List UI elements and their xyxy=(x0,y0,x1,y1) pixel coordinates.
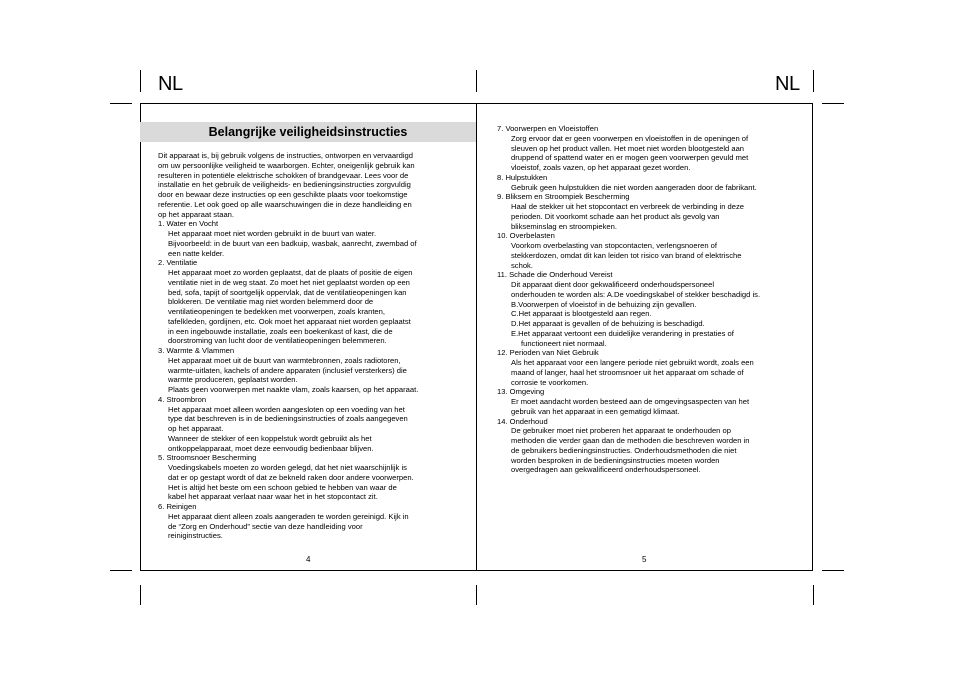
section-line: ventilatieopeningen te bedekken met voorwerpen, zoals kranten, xyxy=(168,307,385,316)
section-heading: 9. Bliksem en Stroompiek Bescherming xyxy=(497,192,630,202)
intro-line: op het apparaat staan. xyxy=(158,209,234,219)
intro-line: door en bewaar deze instructies op een geschikte plaats voor toekomstige xyxy=(158,190,408,199)
section-line: Plaats geen voorwerpen met naakte vlam, zoals kaarsen, op het apparaat. xyxy=(168,385,419,394)
right-page-text xyxy=(497,124,802,475)
intro-line: om uw persoonlijke veiligheid te waarborgen. Echter, oneigenlijk gebruik kan xyxy=(158,160,415,170)
language-code-left: NL xyxy=(158,73,183,95)
section-line: methoden die verder gaan dan de methoden die beschreven worden in xyxy=(511,436,750,445)
section-line: Bijvoorbeeld: in de buurt van een badkuip, wasbak, aanrecht, zwembad of xyxy=(168,238,417,248)
section-line: in een ingebouwde installatie, zoals een boekenkast of kast, die de xyxy=(168,326,393,336)
section-line: Voorkom overbelasting van stopcontacten, verlengsnoeren of xyxy=(511,241,718,250)
section-line: Het apparaat moet niet worden gebruikt in de buurt van water. xyxy=(168,229,377,238)
intro-line: installatie en het gebruik de veiligheids- en bedieningsinstructies zorgvuldig xyxy=(158,180,411,190)
section-heading: 2. Ventilatie xyxy=(158,258,198,268)
section-line: reiniginstructies. xyxy=(168,531,223,541)
page-divider xyxy=(476,103,477,571)
section-line: maand of langer, haal het stroomsnoer uit het apparaat om schade of xyxy=(511,367,744,377)
section-line: schok. xyxy=(511,260,533,270)
section-line: ventilatie niet in de weg staat. Zo moet het niet geplaatst worden op een xyxy=(168,277,410,287)
section-line: stekkerdozen, omdat dit kan leiden tot risico van brand of elektrische xyxy=(511,250,742,260)
section-line: type dat beschreven is in de bedieningsinstructies of zoals aangegeven xyxy=(168,414,408,424)
section-line: perioden. Dit voorkomt schade aan het product als gevolg van xyxy=(511,211,720,221)
section-line: kabel het apparaat verlaat naar waar het in het stopcontact zit. xyxy=(168,492,378,502)
section-heading: 4. Stroombron xyxy=(158,394,207,404)
section-line: Voedingskabels moeten zo worden gelegd, dat het niet waarschijnlijk is xyxy=(168,463,407,472)
intro-line: resulteren in potentiële elektrische schokken of brandgevaar. Lees voor de xyxy=(158,170,409,180)
section-line: gebruik van het apparaat in een gematigd klimaat. xyxy=(511,406,680,416)
section-line: Het is altijd het beste om een schoon gebied te hebben van waar de xyxy=(168,482,397,492)
section-line: B.Voorwerpen of vloeistof in de behuizing zijn gevallen. xyxy=(511,299,697,309)
section-line: Als het apparaat voor een langere periode niet gebruikt wordt, zoals een xyxy=(511,358,754,367)
section-heading: 13. Omgeving xyxy=(497,387,545,397)
section-line: warmte-uitlaten, kachels of andere apparaten (inclusief versterkers) die xyxy=(168,365,407,375)
section-heading: 6. Reinigen xyxy=(158,502,197,511)
section-line: dat er op gestapt wordt of dat ze bekneld raken door andere voorwerpen. xyxy=(168,472,414,482)
section-line: Wanneer de stekker of een koppelstuk wordt gebruikt als het xyxy=(168,433,372,443)
section-heading: 12. Perioden van Niet Gebruik xyxy=(497,348,599,358)
section-line: warmte produceren, geplaatst worden. xyxy=(168,375,298,385)
crop-mark xyxy=(813,585,814,605)
crop-mark xyxy=(110,103,132,104)
section-line: Haal de stekker uit het stopcontact en verbreek de verbinding in deze xyxy=(511,202,745,211)
section-line: doorstroming van lucht door de ventilatieopeningen belemmeren. xyxy=(168,336,387,346)
section-line: blikseminslag en stroompieken. xyxy=(511,221,617,231)
section-line: bed, sofa, tapijt of soortgelijk oppervlak, dat de ventilatieopeningen kan xyxy=(168,287,407,297)
section-line: Zorg ervoor dat er geen voorwerpen en vloeistoffen in de openingen of xyxy=(511,133,749,143)
section-line: D.Het apparaat is gevallen of de behuizing is beschadigd. xyxy=(511,319,705,328)
section-heading: 10. Overbelasten xyxy=(497,231,555,241)
section-line: de gebruikers bedieningsinstructies. Onderhoudsmethoden die niet xyxy=(511,445,737,455)
section-heading: 14. Onderhoud xyxy=(497,416,548,426)
section-line: ontkoppelapparaat, moet deze eenvoudig bedienbaar blijven. xyxy=(168,443,374,453)
section-line: Het apparaat dient alleen zoals aangeraden te worden gereinigd. Kijk in xyxy=(168,511,409,521)
crop-mark xyxy=(822,570,844,571)
section-line: C.Het apparaat is blootgesteld aan regen. xyxy=(511,309,652,319)
left-page-text xyxy=(158,151,458,541)
intro-line: Dit apparaat is, bij gebruik volgens de instructies, ontworpen en vervaardigd xyxy=(158,151,413,160)
section-heading: 3. Warmte & Vlammen xyxy=(158,346,235,355)
section-line: functioneert niet normaal. xyxy=(521,338,607,348)
section-heading: 1. Water en Vocht xyxy=(158,219,219,229)
section-line: E.Het apparaat vertoont een duidelijke verandering in prestaties of xyxy=(511,328,734,338)
section-heading: 5. Stroomsnoer Bescherming xyxy=(158,453,257,463)
section-title: Belangrijke veiligheidsinstructies xyxy=(140,122,476,142)
crop-mark xyxy=(476,70,477,92)
section-heading: 7. Voorwerpen en Vloeistoffen xyxy=(497,124,599,133)
section-line: corrosie te voorkomen. xyxy=(511,377,589,387)
section-line: Het apparaat moet alleen worden aangesloten op een voeding van het xyxy=(168,404,405,414)
crop-mark xyxy=(813,70,814,92)
section-line: blokkeren. De ventilatie mag niet worden belemmerd door de xyxy=(168,297,374,307)
section-heading: 11. Schade die Onderhoud Vereist xyxy=(497,270,613,280)
section-heading: 8. Hulpstukken xyxy=(497,172,548,182)
page-number-right: 5 xyxy=(642,555,647,564)
language-code-right: NL xyxy=(775,73,800,95)
section-line: worden besproken in de bedieningsinstructies moeten worden xyxy=(511,455,720,465)
section-line: overgedragen aan gekwalificeerd onderhoudspersoneel. xyxy=(511,465,701,475)
section-line: tafelkleden, gordijnen, etc. Ook moet het apparaat niet worden geplaatst xyxy=(168,316,411,326)
section-line: Gebruik geen hulpstukken die niet worden aangeraden door de fabrikant. xyxy=(511,182,757,192)
crop-mark xyxy=(476,585,477,605)
section-line: Het apparaat moet uit de buurt van warmtebronnen, zoals radiotoren, xyxy=(168,355,401,365)
section-line: op het apparaat. xyxy=(168,424,224,433)
section-line: Het apparaat moet zo worden geplaatst, dat de plaats of positie de eigen xyxy=(168,268,413,277)
section-line: De gebruiker moet niet proberen het apparaat te onderhouden op xyxy=(511,426,731,436)
crop-mark xyxy=(822,103,844,104)
crop-mark xyxy=(140,70,141,92)
crop-mark xyxy=(110,570,132,571)
section-line: onderhouden te worden als: A.De voedingskabel of stekker beschadigd is. xyxy=(511,289,761,299)
section-line: een natte kelder. xyxy=(168,248,225,258)
page-number-left: 4 xyxy=(306,555,311,564)
crop-mark xyxy=(140,585,141,605)
intro-line: referentie. Let ook goed op alle waarschuwingen die in deze handleiding en xyxy=(158,199,412,209)
section-line: sleuven op het product vallen. Het moet niet worden blootgesteld aan xyxy=(511,143,745,153)
section-line: Dit apparaat dient door gekwalificeerd onderhoudspersoneel xyxy=(511,280,715,289)
section-line: druppend of spattend water en er mogen geen voorwerpen gevuld met xyxy=(511,153,749,163)
section-line: Er moet aandacht worden besteed aan de omgevingsaspecten van het xyxy=(511,397,750,406)
section-line: vloeistof, zoals vazen, op het apparaat gezet worden. xyxy=(511,163,691,172)
section-line: de “Zorg en Onderhoud” sectie van deze handleiding voor xyxy=(168,521,363,531)
